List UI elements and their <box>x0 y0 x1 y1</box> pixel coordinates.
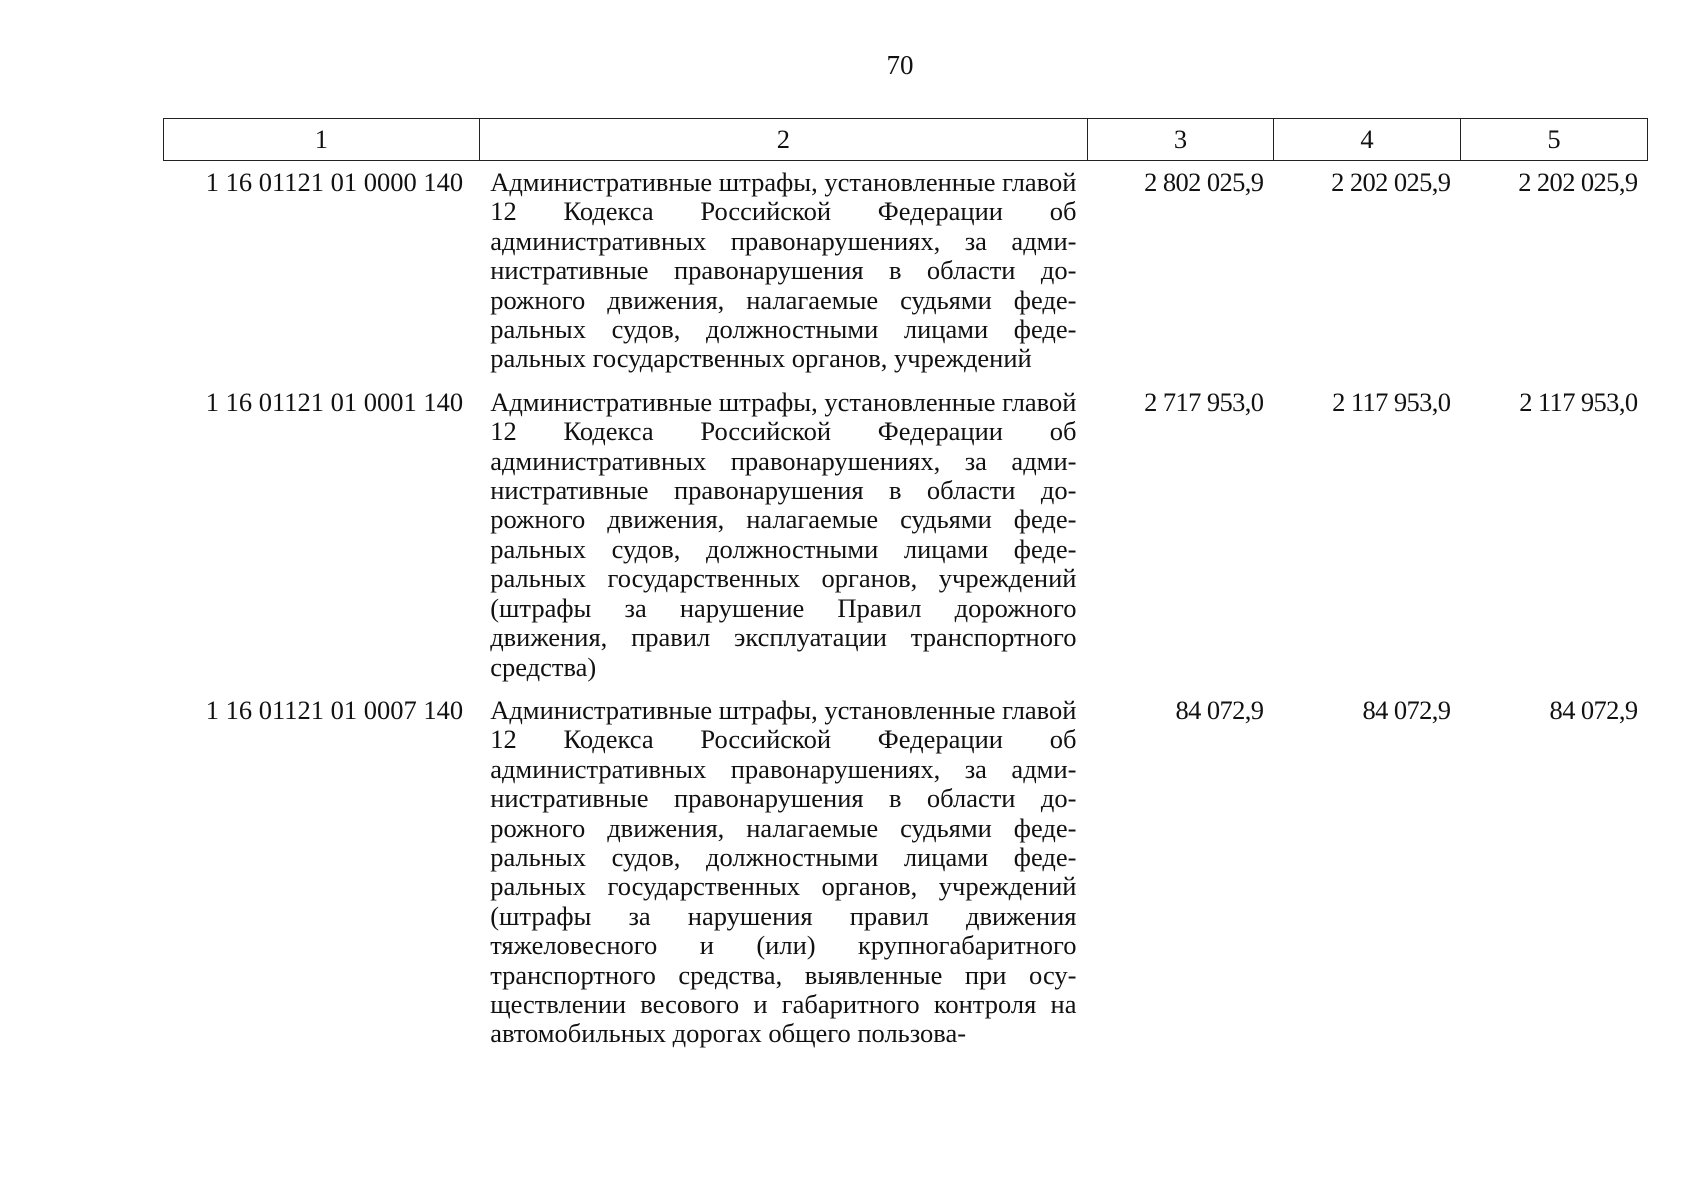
budget-table <box>163 118 1648 1056</box>
row-description: Административные штрафы, установленные главой 12 Кодекса Российской Федерации об административных правонарушениях, за административные правонарушения в области дорожного движения, налагаемые судьями федеральных судов, должностными лицами федеральных государственных органов, учреждений (штрафы за нарушения правил движения тяжеловесного и (или) крупногабаритного транспортного средства, выявленные при осуществлении весового и габаритного контроля на автомобильных дорогах общего пользова- <box>490 694 1077 1049</box>
amount-col4: 2 202 025,9 <box>1331 167 1451 197</box>
amount-col3: 2 802 025,9 <box>1144 167 1264 197</box>
budget-code: 1 16 01121 01 0000 140 <box>205 167 464 197</box>
row-description: Административные штрафы, установленные главой 12 Кодекса Российской Федерации об административных правонарушениях, за административные правонарушения в области дорожного движения, налагаемые судьями федеральных судов, должностными лицами федеральных государственных органов, учреждений <box>490 167 1077 374</box>
column-header-2: 2 <box>479 119 1087 161</box>
amount-col5: 2 202 025,9 <box>1518 167 1638 197</box>
amount-col3: 2 717 953,0 <box>1144 386 1264 417</box>
table-row <box>164 381 1648 689</box>
page-number: 70 <box>886 50 914 80</box>
table-row <box>164 689 1648 1056</box>
column-header-3: 3 <box>1087 119 1273 161</box>
budget-code: 1 16 01121 01 0007 140 <box>205 694 464 725</box>
column-header-1: 1 <box>164 119 480 161</box>
table-header-row <box>164 119 1648 161</box>
amount-col4: 2 117 953,0 <box>1332 386 1451 417</box>
budget-code: 1 16 01121 01 0001 140 <box>205 386 464 417</box>
amount-col5: 84 072,9 <box>1549 694 1638 725</box>
row-description: Административные штрафы, установленные главой 12 Кодекса Российской Федерации об административных правонарушениях, за административные правонарушения в области дорожного движения, налагаемые судьями федеральных судов, должностными лицами федеральных государственных органов, учреждений (штрафы за нарушение Правил дорожного движения, правил эксплуатации транспортного средства) <box>490 386 1077 682</box>
table-row <box>164 161 1648 381</box>
column-header-4: 4 <box>1273 119 1460 161</box>
amount-col3: 84 072,9 <box>1175 694 1264 725</box>
amount-col4: 84 072,9 <box>1362 694 1451 725</box>
amount-col5: 2 117 953,0 <box>1519 386 1638 417</box>
column-header-5: 5 <box>1460 119 1647 161</box>
